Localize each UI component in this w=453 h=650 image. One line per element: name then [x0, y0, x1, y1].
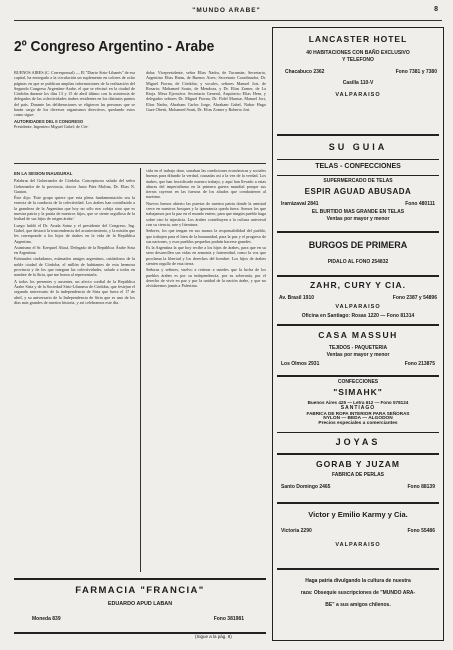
zahr-address: Av. Brasil 1910	[279, 295, 315, 301]
karmy-ad	[273, 510, 443, 548]
burgos-name: BURGOS DE PRIMERA	[308, 240, 408, 250]
page-number: 8	[434, 6, 439, 13]
karmy-address: Victoria 2290	[281, 528, 312, 534]
body-column-right	[146, 168, 266, 572]
hotel-phone: Fono 7381 y 7380	[395, 69, 437, 75]
gorab-address: Santo Domingo 2465	[281, 484, 331, 490]
category-banner	[273, 163, 443, 170]
karmy-name: Victor y Emilio Karmy y Cia.	[308, 510, 408, 519]
ad-divider	[277, 453, 439, 455]
body-paragraph: Éste dijo: 'Este grupo quiere que esta plena fundamentación sea la esencia de la conducta de la colectividad. Los árabes han contribuido a la grandeza de la Argentina que hoy no sólo nos cobija sino que es nuestra patria y la patria de nuestros hijos, que se siente orgullosa de la lealtad de sus hijos de origen árabe.'	[14, 195, 135, 222]
ad-divider	[277, 502, 439, 504]
body-paragraph: cida en el trabajo duro, sonaban las condiciones económicas y sociales buenas para difundir la verdad, causadas así a la vez de la verdad. Los árabes, que han fructificado nuestro trabajo, y aquí han llevado a estas alturas del imperialismo en la primera guerra mundial porque sus tierras cayeron en las fuerzas de los aliados que combatieron al nazismo.	[146, 168, 266, 200]
intro-paragraph-2: Presidente, Ingeniero Miguel Gabel; de Cór-	[14, 123, 89, 129]
farmacia-phone: Fono 381981	[213, 616, 244, 622]
zahr-city: VALPARAISO	[335, 304, 381, 310]
zahr-name: ZAHR, CURY Y CIA.	[309, 280, 407, 290]
simahk-address: Buenos Aires 425 — Letra 612 — Fono 578124	[307, 400, 409, 405]
zahr-office: Oficina en Santiago: Rosas 1220 — Fono 81314	[301, 313, 415, 319]
simahk-name: "SIMAHK"	[333, 387, 383, 397]
body-paragraph: A todos los presentes y ausentes, un afecto cordial de la República Árabe Siria y de la Sociedad Sirio-Libanesa de Córdoba, que festejan el segundo aniversario de la independencia de Siria que fuera el 17 de abril, y su aniversario de la Independencia de Siria que es uno de los días más grandes de nuestra historia, y así celebramos este día.	[14, 278, 135, 305]
body-paragraph: Señoras y señores, vuelvo a reiterar a ustedes que la lucha de los pueblos árabes es por su independencia, por su soberanía, por el derecho de vivir en paz y por la unidad de la nación árabe, y que no olvidaremos jamás a Palestina.	[146, 267, 266, 289]
karmy-phone: Fono 55486	[407, 528, 435, 534]
simahk-tag: CONFECCIONES	[337, 379, 379, 385]
lancaster-hotel-ad	[273, 34, 443, 98]
massuh-desc: TEJIDOS - PAQUETERIA	[328, 345, 388, 351]
hotel-name: LANCASTER HOTEL	[308, 34, 408, 44]
authorities-heading: AUTORIDADES DEL II CONGRESO	[14, 118, 84, 124]
hotel-box: Casilla 110-V	[342, 80, 374, 86]
farmacia-owner: EDUARDO APUD LABAN	[107, 601, 173, 607]
ad-divider	[277, 175, 439, 176]
gorab-phone: Fono 88139	[407, 484, 435, 490]
massuh-phone: Fono 213875	[404, 361, 435, 367]
massuh-note: Ventas por mayor y menor	[326, 352, 390, 358]
hotel-city: VALPARAISO	[335, 92, 381, 98]
massuh-name: CASA MASSUH	[318, 330, 398, 340]
simahk-ad	[273, 379, 443, 426]
massuh-address: Los Olmos 2931	[281, 361, 320, 367]
ad-divider	[277, 568, 439, 570]
zahr-phone: Fono 2387 y 54896	[392, 295, 437, 301]
ad-divider	[277, 432, 439, 433]
intro-column-left	[14, 70, 135, 150]
espir-address: Irarrázaval 2841	[281, 201, 319, 207]
notice-line-2: raza: Obsequie suscripciones de "MUNDO ARA-	[300, 590, 416, 596]
espir-phone: Fono 480111	[405, 201, 435, 207]
authorities-list: doba; Vicepresidente, señor Elias Nadra, de Tucumán; Secretario, Argentino Elias Haim, de Buenos Aires; Secretario Coordinador, Dr. Miguel Fiorna, de Córdoba; y vocales, señores Manuel Jort, de Rosario; Mohamed Souto, de Mendoza, y Dr. Elias Zomer, de La Rioja. Mesa Ejecutiva: Secretario General, Arquitecto Elias Hem, y delegados señores Dr. Miguel Fiorna, Dr. Fidel Mansur, Manuel Jort, Elias Nadra, Abraham Carlos Jorge, Abraham Gabel, Nabor Hugo Gaze Oberti, Mohamed Souti, Dr. Elias Zomer y Roberto Jort.	[146, 70, 266, 113]
joyas-title: JOYAS	[335, 437, 381, 447]
ad-divider	[277, 134, 439, 136]
category-title: TELAS - CONFECCIONES	[315, 163, 401, 170]
burgos-phone-line: PIDALO AL FONO 254832	[327, 259, 389, 265]
body-paragraph: Palabras del Gobernador de Córdoba. Conceptuoso saludo del señor Gobernador de la provincia, doctor Justo Páez Molina, Dr. Elias N. Gauion.	[14, 178, 135, 194]
burgos-ad	[273, 240, 443, 265]
ad-divider	[277, 231, 439, 233]
body-paragraph: Es la Argentina la que hoy recibe a los hijos de árabes, para que en su seno desarrollen sus vidas en armonía y fraternidad, como la voz que proclama la libertad y los derechos del hombre. Los hijos de árabes sienten orgullo de esta tierra.	[146, 245, 266, 267]
notice-line-1: Haga patria divulgando la cultura de nuestra	[305, 578, 411, 584]
ad-divider	[277, 159, 439, 160]
session-heading: EN LA SESION INAUGURAL	[14, 171, 73, 176]
gorab-name: GORAB Y JUZAM	[315, 459, 400, 469]
simahk-city: SANTIAGO	[340, 405, 376, 411]
espir-note: Ventas por mayor y menor	[326, 216, 390, 222]
body-paragraph: Luego habló el Dr. Aruda Sainz y el presidente del Congreso, Ing. Gabel, que destacó la trascendencia del acontecimiento, y la misión que les corresponde a los hijos de árabes en la vida de la República Argentina.	[14, 222, 135, 244]
publication-title: "MUNDO ARABE"	[192, 7, 261, 14]
subscription-notice	[273, 578, 443, 608]
simahk-line-3: Precios especiales a comerciantes	[318, 421, 398, 426]
espir-ad	[273, 178, 443, 222]
su-guia-banner	[273, 142, 443, 152]
ad-divider	[277, 375, 439, 377]
simahk-line-1: FABRICA DE ROPA INTERIOR PARA SEÑORAS	[306, 411, 410, 416]
espir-slogan: EL BURTIDO MAS GRANDE EN TELAS	[311, 209, 405, 215]
hotel-address: Chacabuco 2362	[285, 69, 325, 75]
hotel-desc: 40 HABITACIONES CON BAÑO EXCLUSIVO	[306, 50, 410, 56]
body-paragraph: Señores, los que tengan en sus manos la responsabilidad del pueblo, que trabajen para el bien de la humanidad, para la paz y el progreso de sus naciones, y esos pueblos pequeños podrán hacerse grandes.	[146, 228, 266, 244]
farmacia-ad	[14, 578, 266, 634]
article-headline: 2º Congreso Argentino - Arabe	[14, 38, 215, 55]
body-paragraph: Asimismo el Sr. Ezequiel Alsuá, Delegado de la República Árabe Siria en Argentina.	[14, 244, 135, 256]
farmacia-name: FARMACIA "FRANCIA"	[75, 585, 205, 596]
karmy-city: VALPARAISO	[335, 542, 381, 548]
espir-tag: SUPERMERCADO DE TELAS	[323, 178, 393, 184]
gorab-ad	[273, 459, 443, 492]
espir-name: ESPIR AGUAD ABUSADA	[304, 187, 412, 196]
body-column-left	[14, 168, 135, 572]
joyas-banner	[273, 437, 443, 447]
guide-title: SU GUIA	[328, 142, 388, 152]
intro-paragraph: BUENOS AIRES (C. Corresponsal) — El "Diario Sirio-Libanés" de esa capital, ha entregado a la circulación un suplemento en colores de ocho páginas en que se publican amplias informaciones de la realización del Segundo Congreso Argentino-Arabe, el que se efectuó en la ciudad de Córdoba durante los días 13 y 15 de abril último con la asistencia de delegados de las colectividades árabes residentes en los distintos puntos del país. Durante las deliberaciones se eligieron las personas que se harán cargo de los diversos organismos directivos, quedando estos como sigue:	[14, 70, 135, 118]
ad-divider	[277, 275, 439, 277]
header-rule	[14, 20, 442, 21]
body-paragraph: Nuevos hemos abierto las puertas de nuestra patria donde la amistad crece en nuestros bosques y la ignorancia queda fuera. Somos los que trabajamos por la paz en el mundo entero, para que ningún pueblo haga sobre otro la injusticia. Los árabes contribuyen a la cultura universal con su ciencia, arte y literatura.	[146, 200, 266, 227]
notice-line-3: BE" a sus amigos chilenos.	[325, 602, 391, 608]
intro-column-right	[146, 70, 266, 150]
running-header	[0, 4, 453, 18]
advertising-column	[272, 27, 444, 641]
hotel-desc-2: Y TELEFONO	[342, 57, 374, 63]
column-rule	[140, 168, 141, 572]
simahk-line-2: NYLON — BEDA — ALGODON	[323, 416, 393, 421]
gorab-desc: FABRICA DE PERLAS	[331, 472, 385, 478]
continued-note: (Sigue a la pág. 8)	[195, 634, 232, 639]
massuh-ad	[273, 330, 443, 369]
farmacia-address: Moneda 839	[32, 616, 61, 622]
ad-divider	[277, 324, 439, 326]
zahr-ad	[273, 280, 443, 319]
section-divider	[14, 163, 266, 164]
body-paragraph: Estimados ciudadanos, estimados amigos argentinos, cuidadosos de la noble ciudad de Córdoba, el millón de habitantes de esta hermosa provincia y de los que integran las colectividades, saludo a todos en nombre de la Siria, que me honra al representarla.	[14, 256, 135, 278]
